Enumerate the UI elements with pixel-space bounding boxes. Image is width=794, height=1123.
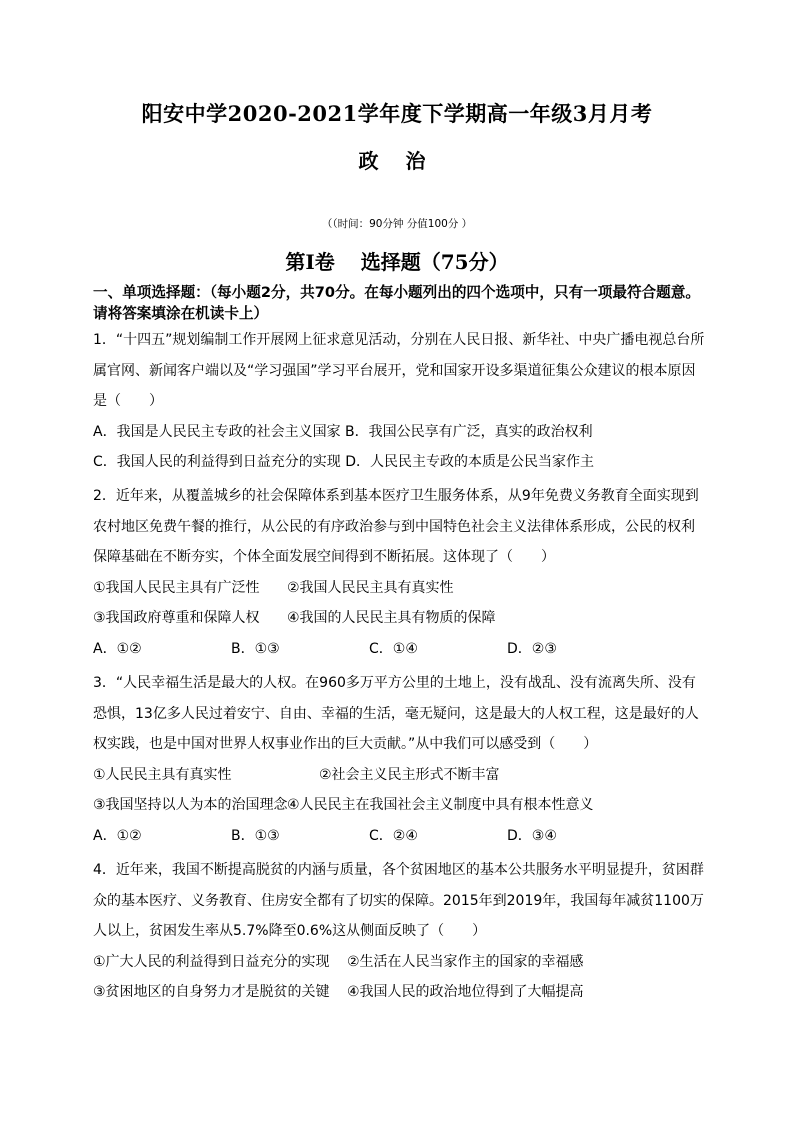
section-heading [0,246,794,275]
statement-2: ②社会主义民主形式不断丰富 [319,766,500,783]
option-d: D．②③ [507,640,557,657]
option-a: A．①② [93,827,142,844]
section-part: 第Ⅰ卷 [285,250,335,274]
option-b: B．①③ [231,827,280,844]
statement-4: ④我国的人民民主具有物质的保障 [287,610,496,626]
statement-row [93,790,708,821]
question-4 [93,855,708,1008]
statement-3: ③我国政府尊重和保障人权 [93,610,260,626]
section-name: 选择题（75分） [360,250,509,274]
question-stem-line: 恐惧，13亿多人民过着安宁、自由、幸福的生活，毫无疑问，这是最大的人权工程，这是最好的人 [93,705,699,722]
question-2 [93,481,708,664]
statement-4: ④人民民主在我国社会主义制度中具有根本性意义 [287,797,594,813]
option-c: C．②④ [369,827,418,844]
exam-subject: 政 治 [358,149,436,173]
option-c: C．我国人民的利益得到日益充分的实现 [93,454,341,470]
statement-4: ④我国人民的政治地位得到了大幅提高 [347,984,584,1000]
question-stem-line: 人以上，贫困发生率从5.7%降至0.6%这从侧面反映了（ ） [93,923,487,939]
question-1 [93,325,708,478]
question-stem-line: 保障基础在不断夯实，个体全面发展空间得到不断拓展。这体现了（ ） [93,549,555,565]
statement-row [93,573,708,604]
option-a: A．我国是人民民主专政的社会主义国家 [93,423,341,440]
statement-2: ②生活在人民当家作主的国家的幸福感 [347,953,584,970]
question-stem-line: 属官网、新闻客户端以及“学习强国”学习平台展开，党和国家开设多渠道征集公众建议的根本原因 [93,362,696,379]
option-row [93,417,708,448]
question-stem-line: 3．“人民幸福生活是最大的人权。在960多万平方公里的土地上，没有战乱、没有流离失所、没有 [93,675,696,691]
option-c: C．①④ [369,640,418,657]
option-d: D．③④ [507,827,557,844]
exam-title: 阳安中学2020-2021学年度下学期高一年级3月月考 [141,101,653,126]
question-stem-line: 众的基本医疗、义务教育、住房安全都有了切实的保障。2015年到2019年，我国每年减贫1100万 [93,892,704,909]
statement-1: ①我国人民民主具有广泛性 [93,579,260,596]
statement-1: ①广大人民的利益得到日益充分的实现 [93,953,330,970]
question-stem-line: 是（ ） [93,393,163,409]
question-3 [93,668,708,851]
question-stem-line: 4．近年来，我国不断提高脱贫的内涵与质量，各个贫困地区的基本公共服务水平明显提升，贫困群 [93,862,704,878]
instructions: 一、单项选择题：（每小题2分，共70分。在每小题列出的四个选项中，只有一项最符合题意。请将答案填涂在机读卡上） [93,284,700,322]
option-a: A．①② [93,640,142,657]
question-stem-line: 农村地区免费午餐的推行，从公民的有序政治参与到中国特色社会主义法律体系形成，公民的权利 [93,518,695,535]
question-stem-line: 权实践，也是中国对世界人权事业作出的巨大贡献。”从中我们可以感受到（ ） [93,736,598,752]
statement-3: ③贫困地区的自身努力才是脱贫的关键 [93,984,330,1000]
exam-time-score: （（时间：90分钟 分值100分 ） [321,218,473,230]
option-b: B．我国公民享有广泛，真实的政治权利 [345,423,593,440]
statement-3: ③我国坚持以人为本的治国理念 [93,797,288,813]
option-row [93,821,708,852]
statement-1: ①人民民主具有真实性 [93,766,232,783]
option-b: B．①③ [231,640,280,657]
question-stem-line: 2．近年来，从覆盖城乡的社会保障体系到基本医疗卫生服务体系，从9年免费义务教育全面实现到 [93,488,699,504]
option-row [93,634,708,665]
statement-2: ②我国人民民主具有真实性 [287,579,454,596]
option-row [93,447,708,478]
option-d: D．人民民主专政的本质是公民当家作主 [345,454,595,470]
question-stem-line: 1．“十四五”规划编制工作开展网上征求意见活动，分别在人民日报、新华社、中央广播电视总台所 [93,332,705,348]
statement-row [93,947,708,978]
statement-row [93,603,708,634]
statement-row [93,760,708,791]
statement-row [93,977,708,1008]
